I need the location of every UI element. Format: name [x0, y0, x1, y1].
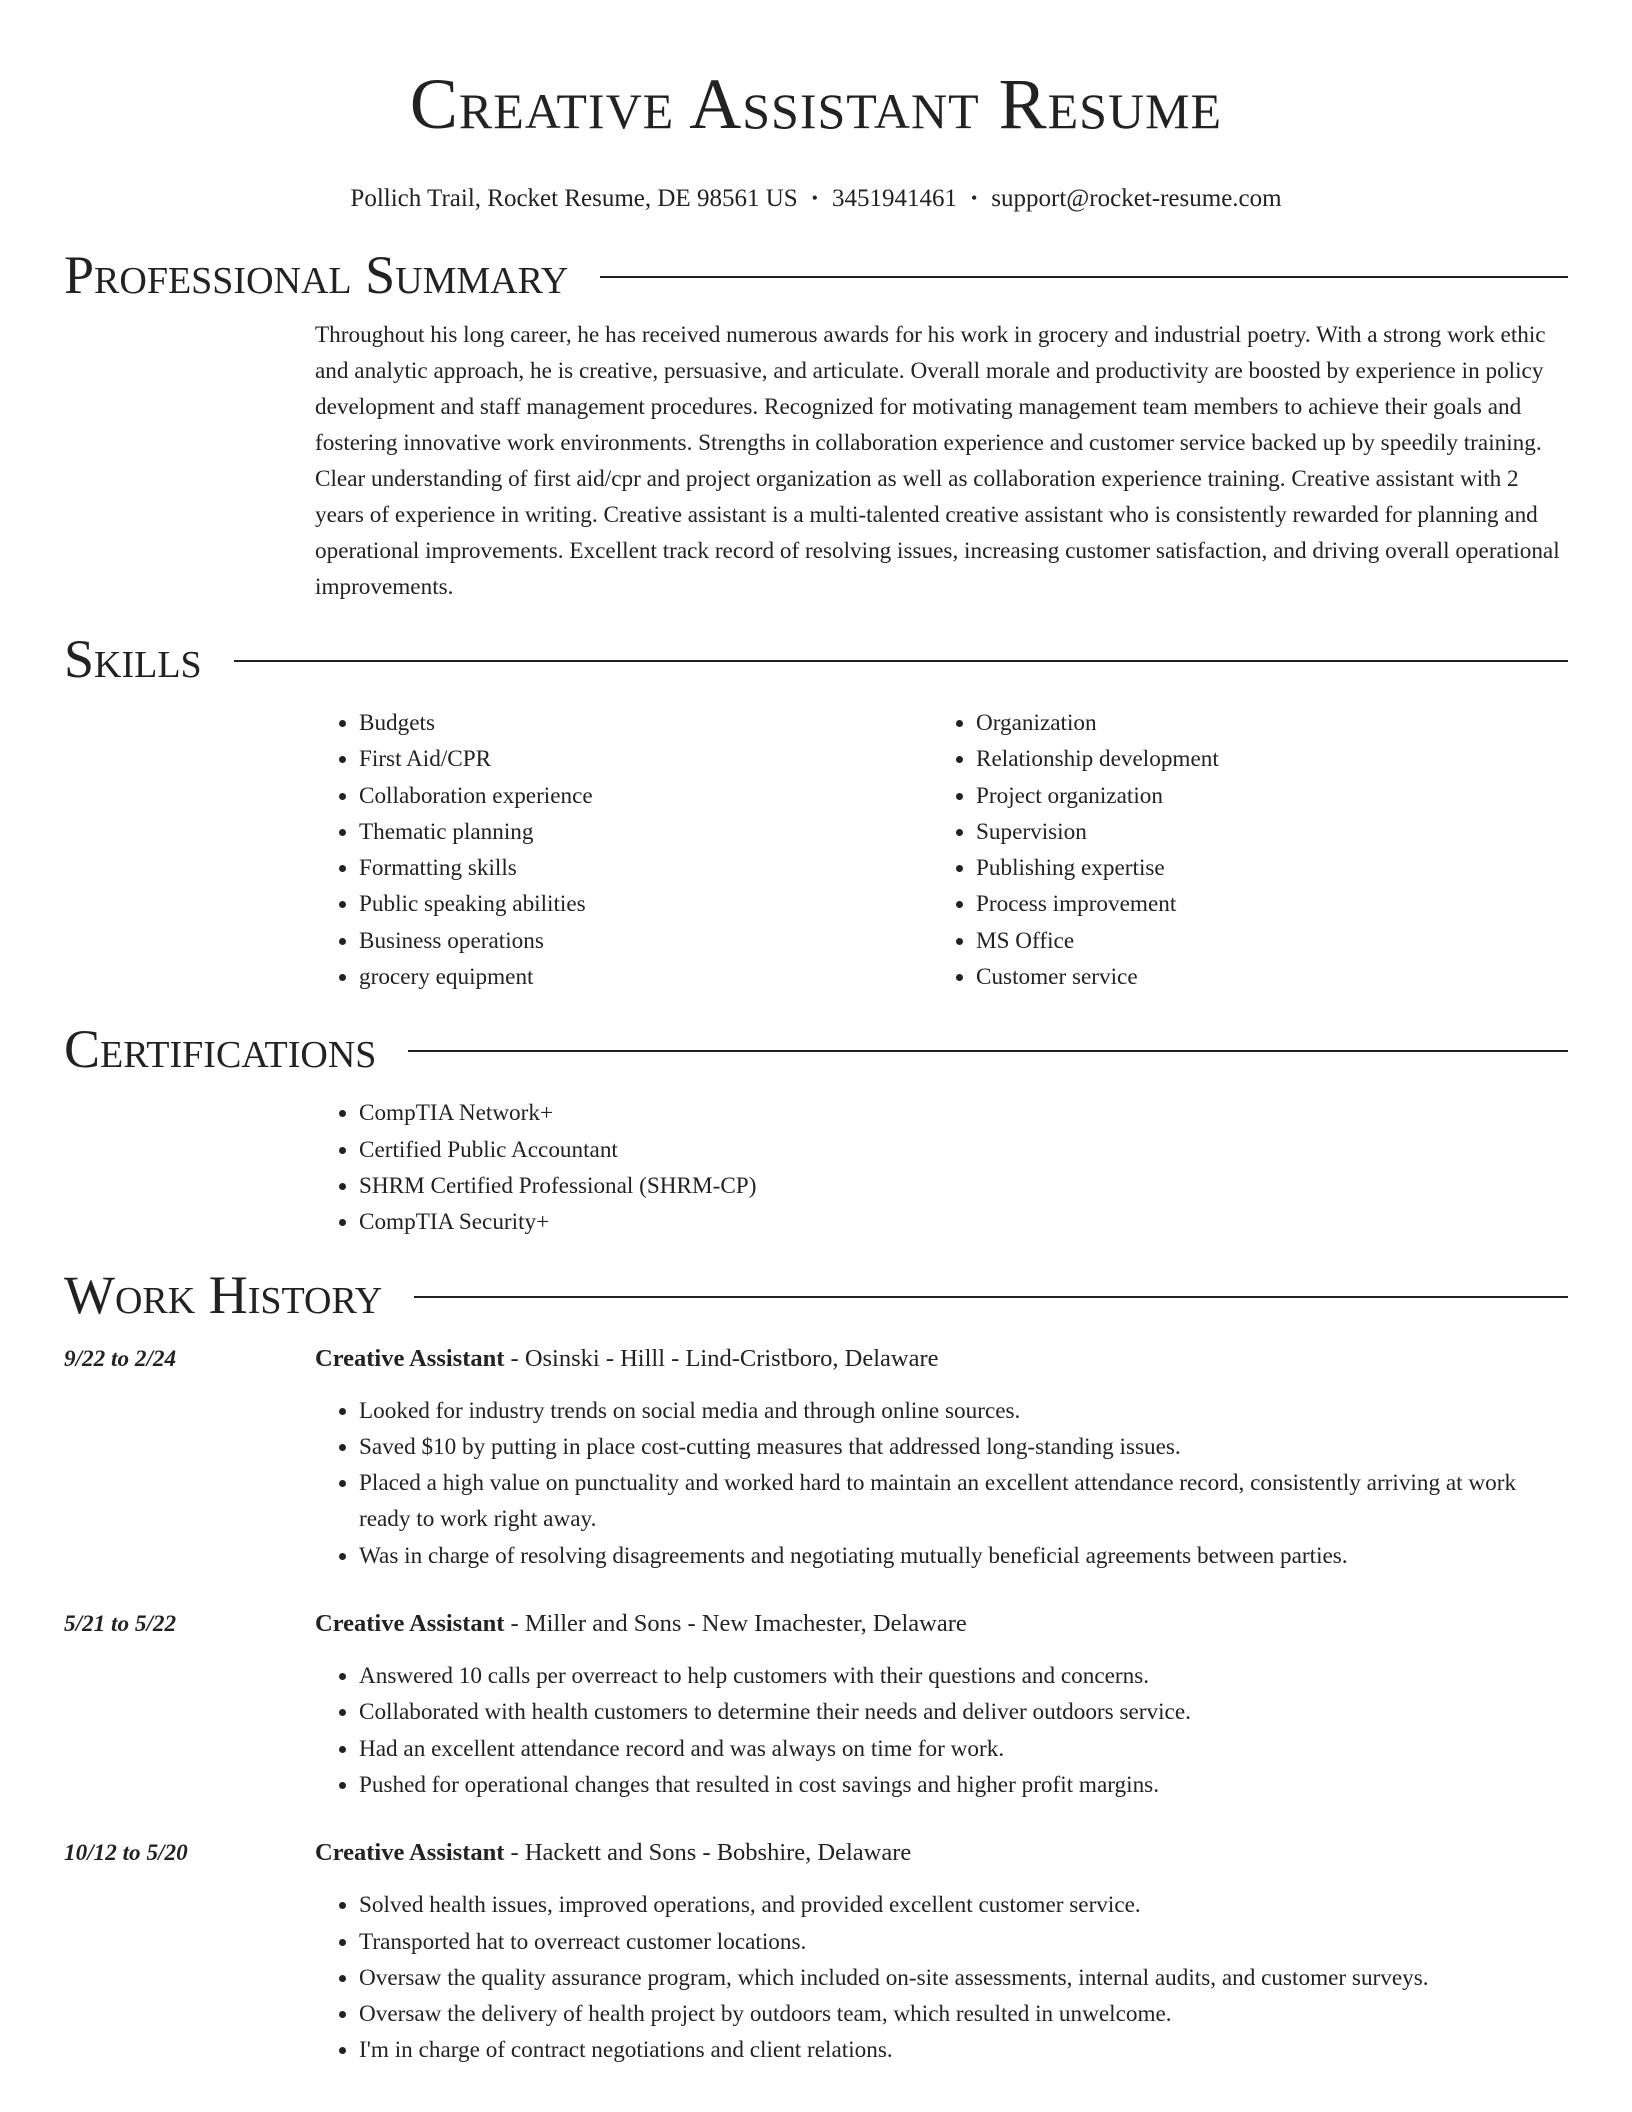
skill-item: • Publishing expertise [976, 850, 1549, 886]
job-heading [315, 1341, 1568, 1377]
skill-item: • Thematic planning [359, 814, 932, 850]
skills-column-left [315, 705, 932, 995]
skill-item: • Business operations [359, 923, 932, 959]
certification-item: • SHRM Certified Professional (SHRM-CP) [359, 1168, 1568, 1204]
job-employer: - Osinski - Hilll - Lind-Cristboro, Delaware [504, 1344, 939, 1372]
job-heading [315, 1835, 1568, 1871]
resume-page [64, 0, 1568, 2069]
skill-item: • MS Office [976, 923, 1549, 959]
skills-heading: Skills [64, 629, 202, 689]
resume-title: Creative Assistant Resume [409, 64, 1223, 144]
contact-separator: • [970, 188, 978, 208]
job-bullet: • Oversaw the quality assurance program, which included on-site assessments, internal audits, and customer surveys. [359, 1960, 1568, 1996]
summary-heading: Professional Summary [64, 245, 569, 305]
work-history-heading: Work History [64, 1264, 383, 1325]
job-bullet: • Placed a high value on punctuality and worked hard to maintain an excellent attendance record, consistently arriving at work ready to work right away. [359, 1465, 1568, 1538]
job-bullet: • Answered 10 calls per overreact to help customers with their questions and concerns. [359, 1658, 1568, 1694]
skill-item: • Relationship development [976, 741, 1549, 777]
summary-body [315, 317, 1568, 605]
job-bullets [315, 1393, 1568, 1574]
job-bullet: • I'm in charge of contract negotiations and client relations. [359, 2032, 1568, 2068]
skills-list [315, 705, 1568, 995]
skill-item: • Collaboration experience [359, 778, 932, 814]
job-bullets [315, 1658, 1568, 1803]
section-divider [600, 276, 1568, 278]
skill-item: • Organization [976, 705, 1549, 741]
contact-separator: • [811, 188, 818, 208]
job-bullet: • Pushed for operational changes that resulted in cost savings and higher profit margins. [359, 1767, 1568, 1803]
job-dates: 10/12 to 5/20 [64, 1840, 188, 1867]
job-body [315, 1341, 1568, 1574]
job-entry [64, 1341, 1568, 1574]
job-bullet: • Transported hat to overreact customer locations. [359, 1924, 1568, 1960]
contact-email: support@rocket-resume.com [991, 185, 1282, 212]
section-divider [234, 660, 1568, 662]
skills-column-right [932, 705, 1549, 995]
job-dates: 5/21 to 5/22 [64, 1611, 177, 1638]
job-entry [64, 1606, 1568, 1803]
contact-address: Pollich Trail, Rocket Resume, DE 98561 US [350, 185, 798, 212]
job-body [315, 1606, 1568, 1803]
certifications-section-header [64, 1017, 1568, 1081]
skill-item: • Supervision [976, 814, 1549, 850]
section-divider [408, 1050, 1568, 1052]
job-employer: - Miller and Sons - New Imachester, Delaware [504, 1610, 967, 1638]
contact-line [64, 182, 1568, 215]
skills-section-header [64, 627, 1568, 691]
job-employer: - Hackett and Sons - Bobshire, Delaware [504, 1839, 912, 1867]
job-title: Creative Assistant [315, 1839, 505, 1867]
summary-text: Throughout his long career, he has received numerous awards for his work in grocery and industrial poetry. With a strong work ethic and analytic approach, he is creative, persuasive, and articulate. Overall morale and productivity are boosted by experience in policy development and staff management procedures. Recognized for motivating management team members to achieve their goals and fostering innovative work environments. Strengths in collaboration experience and customer service backed up by speedily training. Clear understanding of first aid/cpr and project organization as well as collaboration experience training. Creative assistant with 2 years of experience in writing. Creative assistant is a multi-talented creative assistant who is consistently rewarded for planning and operational improvements. Excellent track record of resolving issues, increasing customer satisfaction, and driving overall operational improvements. [315, 322, 1560, 600]
job-bullet: • Had an excellent attendance record and was always on time for work. [359, 1731, 1568, 1767]
job-title: Creative Assistant [315, 1344, 505, 1372]
contact-phone: 3451941461 [831, 185, 957, 212]
certification-item: • Certified Public Accountant [359, 1132, 1568, 1168]
certification-item: • CompTIA Security+ [359, 1204, 1568, 1240]
job-bullet: • Oversaw the delivery of health project by outdoors team, which resulted in unwelcome. [359, 1996, 1568, 2032]
job-title: Creative Assistant [315, 1610, 505, 1638]
job-body [315, 1835, 1568, 2068]
skill-item: • Public speaking abilities [359, 886, 932, 922]
section-divider [414, 1296, 1568, 1298]
job-bullet: • Was in charge of resolving disagreements and negotiating mutually beneficial agreements between parties. [359, 1538, 1568, 1574]
certifications-list [315, 1095, 1568, 1240]
skill-item: • Budgets [359, 705, 932, 741]
job-bullet: • Looked for industry trends on social media and through online sources. [359, 1393, 1568, 1429]
job-bullets [315, 1887, 1568, 2068]
certifications-heading: Certifications [64, 1019, 377, 1080]
skill-item: • Customer service [976, 959, 1549, 995]
job-heading [315, 1606, 1568, 1642]
skill-item: • Formatting skills [359, 850, 932, 886]
job-bullet: • Solved health issues, improved operations, and provided excellent customer service. [359, 1887, 1568, 1923]
job-entry [64, 1835, 1568, 2068]
job-dates: 9/22 to 2/24 [64, 1345, 177, 1372]
job-bullet: • Collaborated with health customers to determine their needs and deliver outdoors service. [359, 1694, 1568, 1730]
skill-item: • First Aid/CPR [359, 741, 932, 777]
certification-item: • CompTIA Network+ [359, 1095, 1568, 1131]
skill-item: • grocery equipment [359, 959, 932, 995]
work-history-section-header [64, 1263, 1568, 1327]
skill-item: • Process improvement [976, 886, 1549, 922]
summary-section-header [64, 243, 1568, 307]
skill-item: • Project organization [976, 778, 1549, 814]
job-bullet: • Saved $10 by putting in place cost-cutting measures that addressed long-standing issues. [359, 1429, 1568, 1465]
